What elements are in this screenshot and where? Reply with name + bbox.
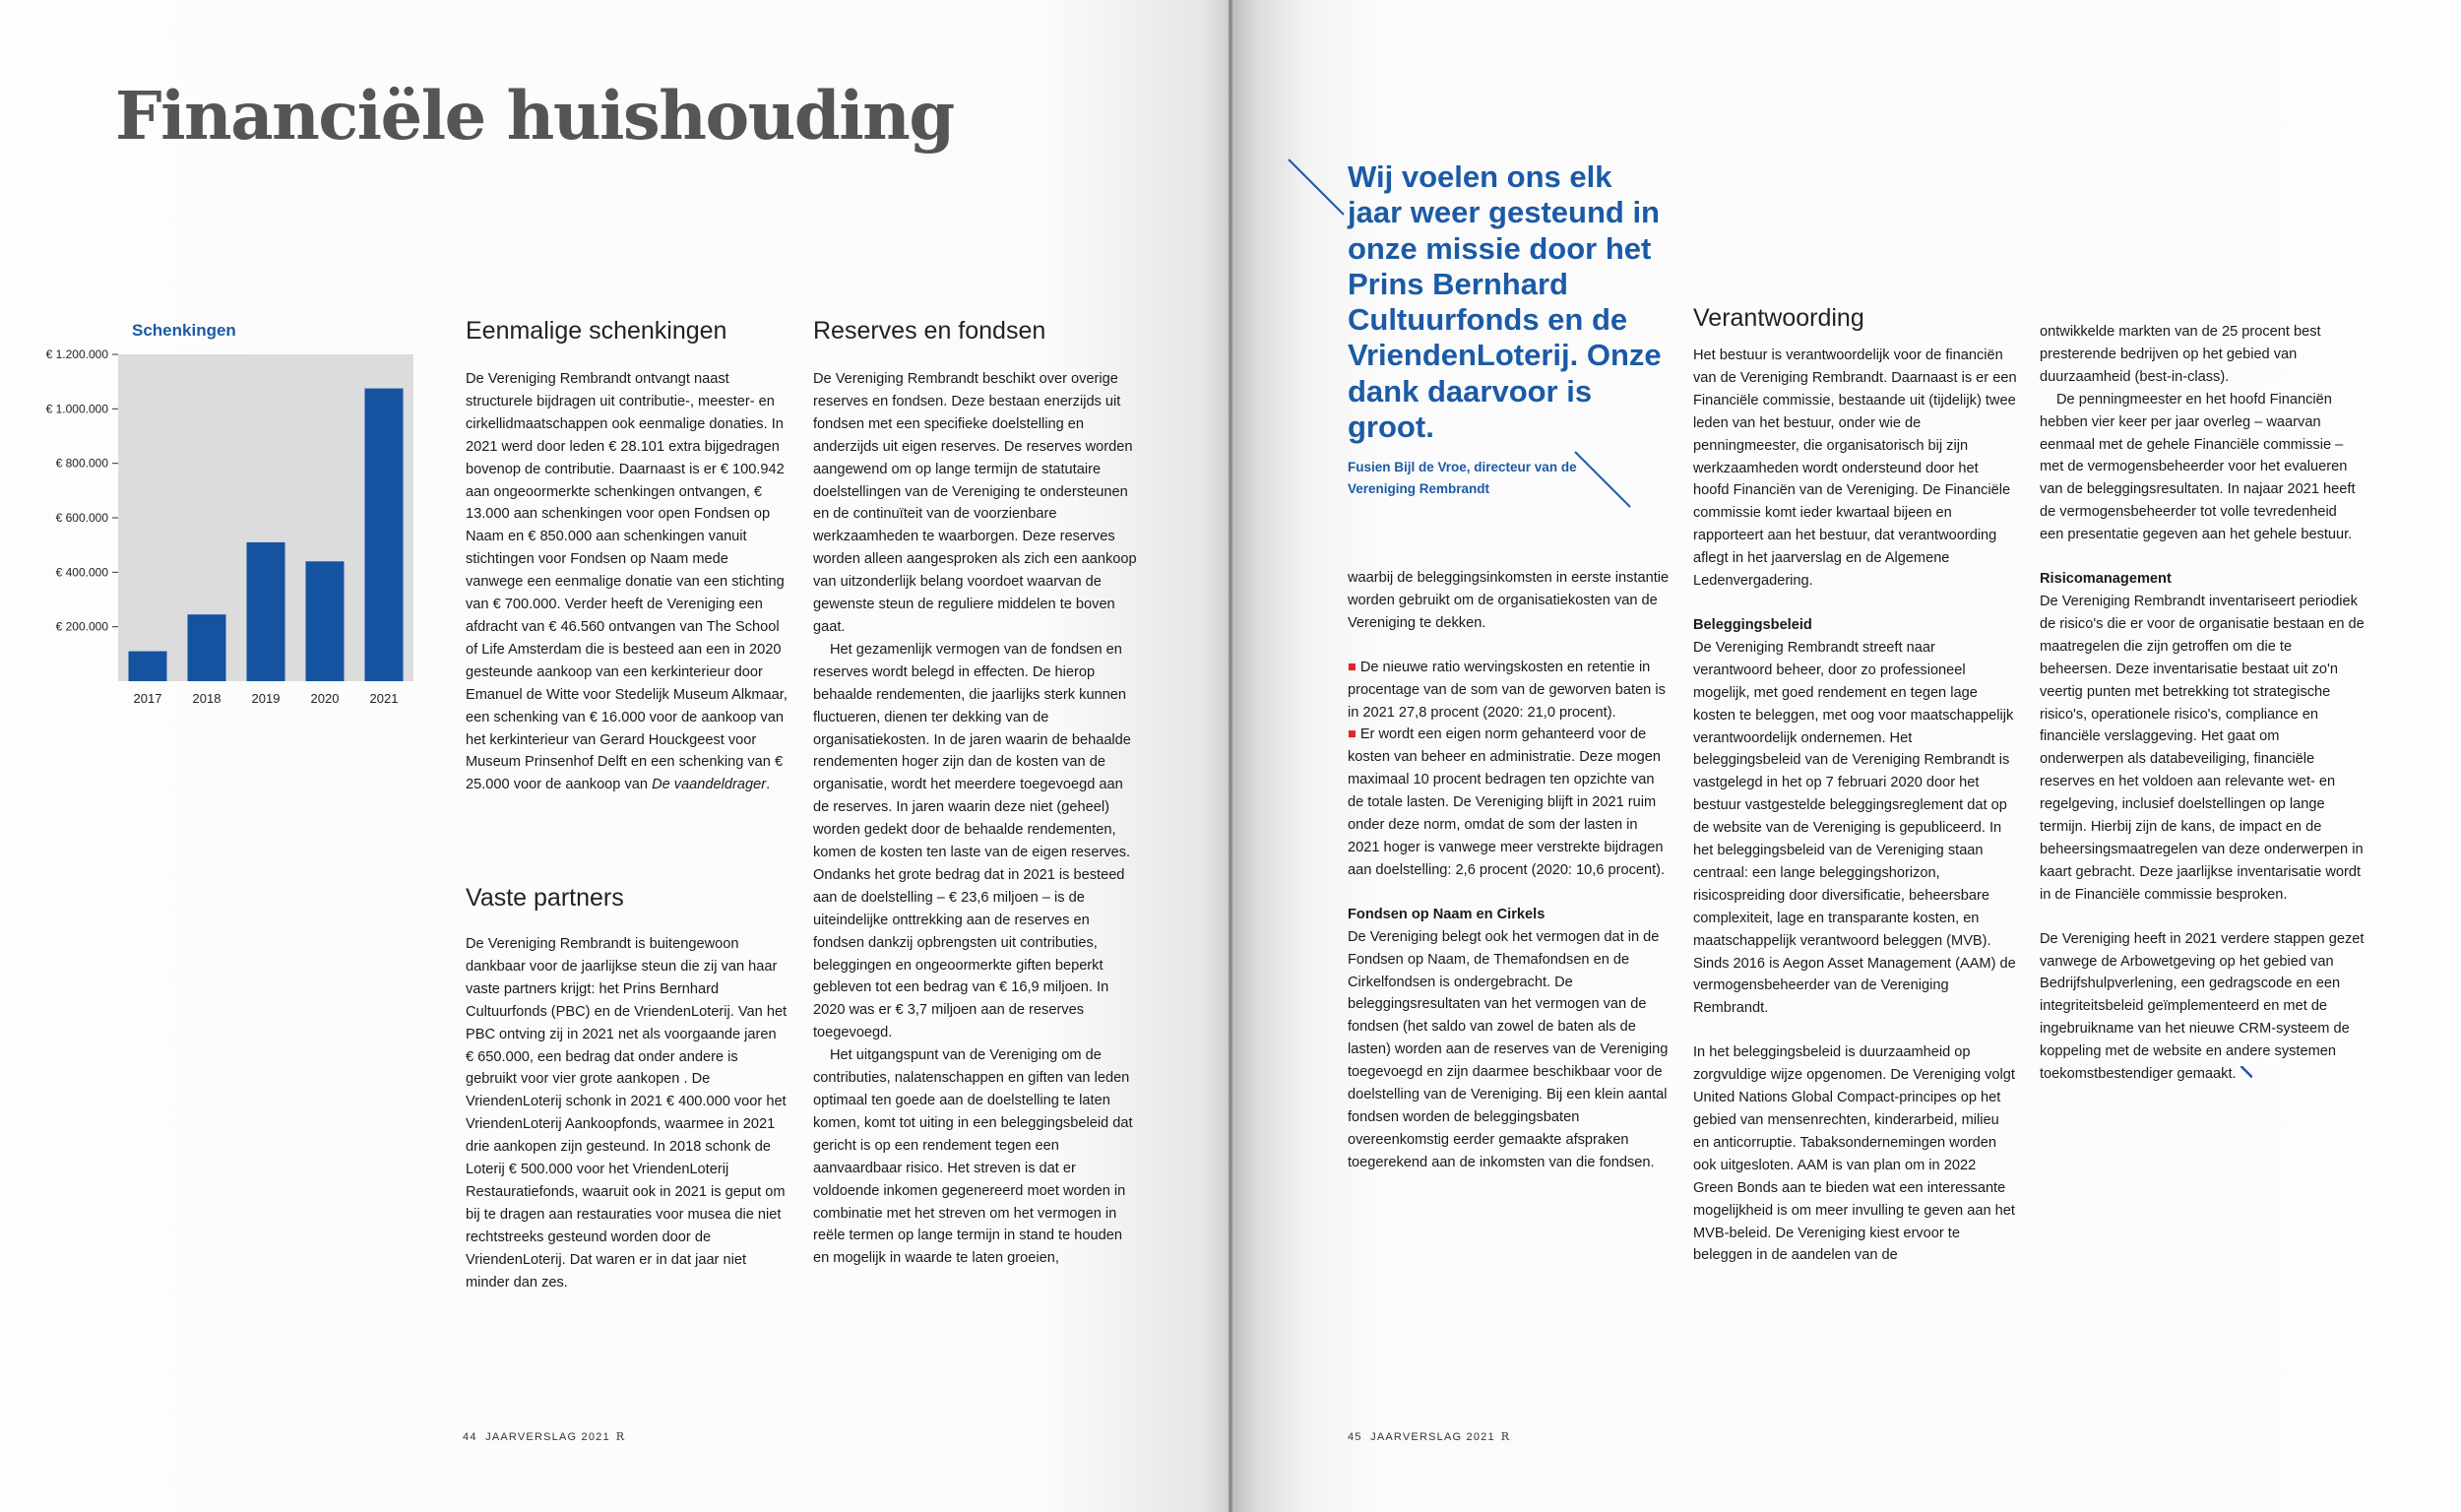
bullet-item: [1348, 657, 1672, 724]
y-tick-label: € 800.000: [55, 456, 108, 471]
red-square-bullet-icon: ■: [1348, 659, 1357, 675]
quote-slash-top-icon: [1287, 158, 1346, 217]
subheading: Fondsen op Naam en Cirkels: [1348, 906, 1546, 922]
page-number: 45: [1348, 1431, 1362, 1443]
artwork-title: De vaandeldrager: [652, 777, 767, 793]
red-square-bullet-icon: ■: [1348, 726, 1357, 743]
y-tick-label: € 1.200.000: [45, 347, 108, 361]
bar: [247, 542, 285, 681]
text-column-3: [1348, 567, 1672, 1174]
paragraph: Het gezamenlijk vermogen van de fondsen en reserves wordt belegd in effecten. De hierop behaalde rendementen, die jaarlijks sterk kunnen fluctueren, dienen ter dekking van de organisatiekosten. In de jaren waarin de behaalde rendementen hoger zijn dan de kosten van de organisatie, wordt het meerdere toegevoegd aan de reserves. In jaren waarin deze niet (geheel) worden gedekt door de behaalde rendementen, komen de kosten ten laste van de eigen reserves. Ondanks het grote bedrag dat in 2021 is besteed aan de doelstelling – € 23,6 miljoen – is de uiteindelijke onttrekking aan de reserves en fondsen dankzij opbrengsten uit contributies, beleggingen en ongeoormerkte giften beperkt gebleven tot een bedrag van € 16,9 miljoen. In 2020 was er € 3,7 miljoen aan de reserves toegevoegd.: [813, 641, 1131, 1041]
text-column-1b: [466, 933, 788, 1294]
section-heading-vaste-partners: Vaste partners: [466, 884, 624, 912]
footer-label: JAARVERSLAG 2021: [1370, 1431, 1495, 1443]
page-footer: [463, 1430, 625, 1443]
paragraph: De Vereniging Rembrandt inventariseert periodiek de risico's die er voor de organisatie bestaan en de maatregelen die zijn getroffen om die te beheersen. Deze inventarisatie bestaat uit zo'n veertig punten met betrekking tot strategische risico's, operationele risico's, compliance en financiële verslaggeving. Het gaat om onderwerpen als databeveiliging, financiële reserves en het voldoen aan relevante wet- en regelgeving, inclusief doelstellingen op lange termijn. Hierbij zijn de kans, de impact en de beheersingsmaatregelen van deze onderwerpen in kaart gebracht. Deze jaarlijkse inventarisatie wordt in de Financiële commissie besproken.: [2040, 593, 2365, 903]
paragraph: De penningmeester en het hoofd Financiën hebben vier keer per jaar overleg – waarvan eenmaal met de gehele Financiële commissie – met de vermogensbeheerder voor het evalueren van de beleggingsresultaten. In najaar 2021 heeft de vermogensbeheerder tot volle tevredenheid een presentatie gegeven aan het gehele bestuur.: [2040, 391, 2356, 543]
bar: [306, 561, 345, 681]
bullet-text: De nieuwe ratio wervingskosten en retentie in procentage van de som van de geworven baten is in 2021 27,8 procent (2020: 21,0 procent).: [1348, 659, 1666, 721]
footer-logo-mark: R: [615, 1430, 626, 1443]
text-column-4: [1693, 345, 2018, 1267]
y-tick-label: € 400.000: [55, 565, 108, 580]
bar: [188, 614, 226, 681]
quote-attribution: Fusien Bijl de Vroe, directeur van de Vereniging Rembrandt: [1348, 460, 1577, 496]
y-tick-label: € 600.000: [55, 511, 108, 525]
section-heading-reserves-en-fondsen: Reserves en fondsen: [813, 317, 1046, 345]
paragraph: De Vereniging belegt ook het vermogen dat in de Fondsen op Naam, de Themafondsen en de Cirkelfondsen is ondergebracht. De beleggingsresultaten van het vermogen van de fondsen (het saldo van zowel de baten als de lasten) worden aan de reserves van de Vereniging toegevoegd en zijn daarmee beschikbaar voor de doelstelling van de Vereniging. Bij een klein aantal fondsen worden de beleggingsbaten overeenkomstig eerder gemaakte afspraken toegerekend aan de inkomsten van die fondsen.: [1348, 928, 1669, 1170]
footer-label: JAARVERSLAG 2021: [485, 1431, 610, 1443]
paragraph: De Vereniging Rembrandt beschikt over overige reserves en fondsen. Deze bestaan enerzijds uit fondsen met een specifieke doelstelling en anderzijds uit eigen reserves. De reserves worden aangewend om op lange termijn de statutaire doelstellingen van de Vereniging te ondersteunen en de continuïteit van de voorzienbare werkzaamheden te waarborgen. Deze reserves worden alleen aangesproken als zich een aankoop van uitzonderlijk belang voordoet waarvan de gewenste steun de reguliere middelen te boven gaat.: [813, 371, 1137, 635]
paragraph: [466, 368, 788, 796]
bullet-text: Er wordt een eigen norm gehanteerd voor de kosten van beheer en administratie. Deze mogen maximaal 10 procent bedragen ten opzichte van de totale lasten. De Vereniging blijft in 2021 ruim onder deze norm, omdat de som der lasten in 2021 hoger is vanwege meer verstrekte bijdragen aan doelstelling: 2,6 procent (2020: 10,6 procent).: [1348, 726, 1666, 878]
x-tick-label: 2018: [192, 691, 221, 706]
donations-bar-chart: [28, 346, 441, 711]
end-slash-icon: [2240, 1066, 2252, 1078]
right-page: [1232, 0, 2461, 1512]
paragraph: waarbij de beleggingsinkomsten in eerste instantie worden gebruikt om de organisatiekosten van de Vereniging te dekken.: [1348, 570, 1670, 631]
bar: [129, 652, 167, 681]
paragraph: Het uitgangspunt van de Vereniging om de contributies, nalatenschappen en giften van leden optimaal ten goede aan de doelstelling te laten komen, komt tot uiting in een beleggingsbeleid dat gericht is op een rendement tegen een aanvaardbaar risico. Het streven is dat er voldoende inkomen gegenereerd moet worden in combinatie met het streven om het vermogen in reële termen op lange termijn in stand te houden en mogelijk in waarde te laten groeien,: [813, 1047, 1133, 1267]
paragraph: ontwikkelde markten van de 25 procent best presterende bedrijven op het gebied van duurzaamheid (best-in-class).: [2040, 324, 2321, 385]
subheading: Risicomanagement: [2040, 571, 2172, 588]
quote-slash-bottom-icon: [1573, 450, 1632, 509]
text-column-1: [466, 368, 788, 796]
pull-quote: Wij voelen ons elk jaar weer gesteund in onze missie door het Prins Bernhard Cultuurfonds en de VriendenLoterij. Onze dank daarvoor is groot.: [1348, 159, 1662, 445]
paragraph: De Vereniging Rembrandt streeft naar verantwoord beheer, door zo professioneel mogelijk, met goed rendement en tegen lage kosten te beleggen, met oog voor maatschappelijk verantwoordelijk ondernemen. Het beleggingsbeleid van de Vereniging Rembrandt is vastgelegd in het op 7 februari 2020 door het bestuur vastgestelde beleggingsreglement dat op de website van de Vereniging is gepubliceerd. In het beleggingsbeleid van de Vereniging staan centraal: een lange beleggingshorizon, risicospreiding door diversificatie, beheersbare complexiteit, lage en transparante kosten, en maatschappelijk verantwoord beleggen (MVB). Sinds 2016 is Aegon Asset Management (AAM) de vermogensbeheerder van de Vereniging Rembrandt.: [1693, 639, 2016, 1017]
x-tick-label: 2021: [369, 691, 399, 706]
page-footer: [1348, 1430, 1510, 1443]
bullet-item: [1348, 724, 1672, 881]
x-tick-label: 2019: [251, 691, 281, 706]
text-column-5: [2040, 321, 2365, 1086]
bar: [365, 389, 404, 681]
x-tick-label: 2017: [133, 691, 162, 706]
section-heading-eenmalige-schenkingen: Eenmalige schenkingen: [466, 317, 727, 345]
section-heading-verantwoording: Verantwoording: [1693, 304, 1864, 332]
x-tick-label: 2020: [310, 691, 340, 706]
left-page: [0, 0, 1229, 1512]
footer-logo-mark: R: [1500, 1430, 1511, 1443]
text-column-2: [813, 368, 1138, 1270]
page-title: Financiële huishouding: [115, 77, 954, 155]
paragraph: Het bestuur is verantwoordelijk voor de financiën van de Vereniging Rembrandt. Daarnaast is er een Financiële commissie, bestaande uit (tijdelijk) twee leden van het bestuur, onder wie de penningmeester, die organisatorisch bij zijn werkzaamheden wordt ondersteund door het hoofd Financiën van de Vereniging. De Financiële commissie komt ieder kwartaal bijeen en rapporteert aan het bestuur, dat verantwoording aflegt in het jaarverslag en de Algemene Ledenvergadering.: [1693, 347, 2017, 590]
paragraph: In het beleggingsbeleid is duurzaamheid op zorgvuldige wijze opgenomen. De Vereniging volgt United Nations Global Compact-principes op het gebied van mensenrechten, kinderarbeid, milieu en anticorruptie. Tabaksondernemingen worden ook uitgesloten. AAM is van plan om in 2022 Green Bonds aan te bieden wat een interessante mogelijkheid is om meer invulling te geven aan het MVB-beleid. De Vereniging kiest ervoor te beleggen in de aandelen van de: [1693, 1044, 2015, 1264]
subheading: Beleggingsbeleid: [1693, 616, 1812, 633]
y-tick-label: € 1.000.000: [45, 402, 108, 416]
chart-title: Schenkingen: [132, 321, 236, 340]
paragraph: De Vereniging Rembrandt is buitengewoon dankbaar voor de jaarlijkse steun die zij van haar vaste partners krijgt: het Prins Bernhard Cultuurfonds (PBC) en de VriendenLoterij. Van het PBC ontving zij in 2021 net als voorgaande jaren € 650.000, een bedrag dat onder andere is gebruikt voor vier grote aankopen . De VriendenLoterij schonk in 2021 € 400.000 voor het VriendenLoterij Aankoopfonds, waarmee in 2021 drie aankopen zijn gesteund. In 2018 schonk de Loterij € 500.000 voor het VriendenLoterij Restauratiefonds, waaruit ook in 2021 is geput om bij te dragen aan restauraties voor musea die niet rechtstreeks gesteund worden door de VriendenLoterij. Dat waren er in dat jaar niet minder dan zes.: [466, 936, 788, 1291]
paragraph-text: De Vereniging Rembrandt ontvangt naast structurele bijdragen uit contributie-, meester- en cirkellidmaatschappen ook eenmalige donaties. In 2021 werd door leden € 28.101 extra bijgedragen bovenop de contributie. Daarnaast is er € 100.942 aan ongeoormerkte schenkingen ontvangen, € 13.000 aan schenkingen voor open Fondsen op Naam en € 850.000 aan schenkingen vanuit stichtingen voor Fondsen op Naam mede vanwege een eenmalige donatie van een stichting van € 700.000. Verder heeft de Vereniging een afdracht van € 46.560 ontvangen van The School of Life Amsterdam die is besteed aan een in 2020 gesteunde aankoop van een kerkinterieur door Emanuel de Witte voor Stedelijk Museum Alkmaar, een schenking van € 16.000 voor de aankoop van het kerkinterieur van Gerard Houckgeest voor Museum Prinsenhof Delft en een schenking van € 25.000 voor de aankoop van: [466, 371, 788, 793]
paragraph-text: De Vereniging heeft in 2021 verdere stappen gezet vanwege de Arbowetgeving op het gebied van Bedrijfshulpverlening, een gedragscode en een integriteitsbeleid geïmplementeerd en met de ingebruikname van het nieuwe CRM-systeem de koppeling met de website en andere systemen toekomstbestendiger gemaakt.: [2040, 930, 2365, 1083]
page-number: 44: [463, 1431, 477, 1443]
paragraph-text: .: [766, 777, 771, 793]
paragraph: [2040, 928, 2365, 1086]
y-tick-label: € 200.000: [55, 619, 108, 634]
